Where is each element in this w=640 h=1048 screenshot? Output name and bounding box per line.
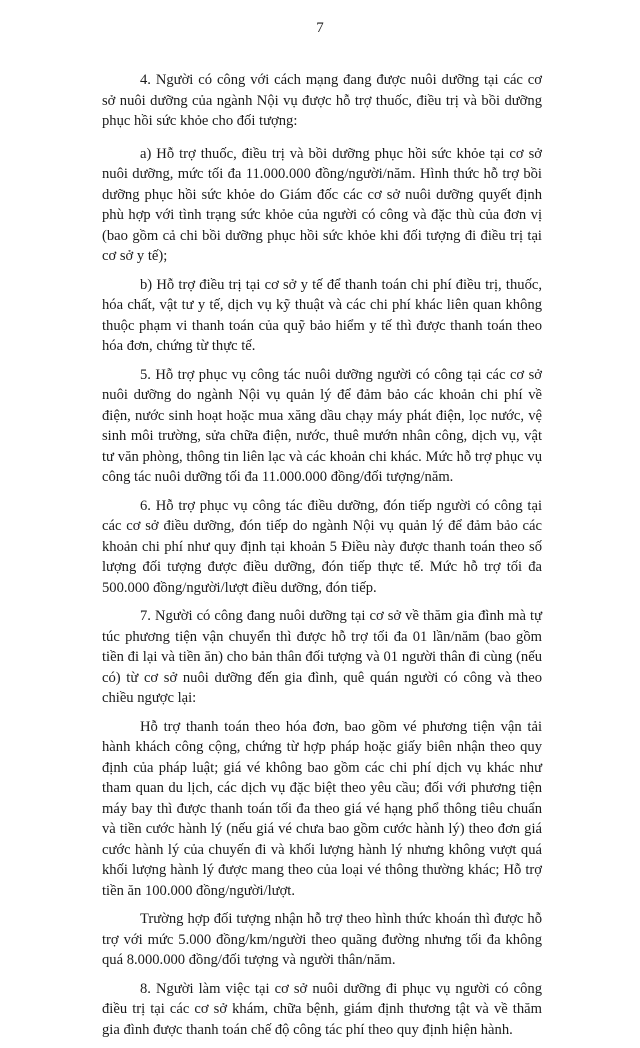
document-body bbox=[102, 70, 542, 1048]
page-number: 7 bbox=[316, 20, 324, 36]
paragraph-7-support: Hỗ trợ thanh toán theo hóa đơn, bao gồm vé phương tiện vận tải hành khách công cộng, chứng từ hợp pháp hoặc giấy biên nhận theo quy định của pháp luật; giá vé không bao gồm các chi phí dịch vụ khác như tham quan du lịch, các dịch vụ đặc biệt theo yêu cầu; đối với phương tiện máy bay thì được thanh toán tối đa theo giá vé hạng phổ thông tiêu chuẩn và tiền cước hành lý (nếu giá vé chưa bao gồm cước hành lý) theo đơn giá cước hành lý của chuyến đi và khối lượng hành lý nhưng không vượt quá khối lượng hành lý được mang theo của loại vé thông thường khác; Hỗ trợ tiền ăn 100.000 đồng/người/lượt. bbox=[102, 718, 542, 899]
paragraph-7-lump-sum: Trường hợp đối tượng nhận hỗ trợ theo hình thức khoán thì được hỗ trợ với mức 5.000 đồng/km/người theo quãng đường nhưng tối đa không quá 8.000.000 đồng/đối tượng và người thân/năm. bbox=[102, 911, 542, 968]
paragraph-5: 5. Hỗ trợ phục vụ công tác nuôi dưỡng người có công tại các cơ sở nuôi dưỡng do ngành Nội vụ quản lý để đảm bảo các khoản chi phí về điện, nước sinh hoạt hoặc mua xăng dầu chạy máy phát điện, lọc nước, vệ sinh môi trường, sửa chữa điện, nước, thuê mướn nhân công, dịch vụ, vật tư văn phòng, thông tin liên lạc và các khoản chi khác. Mức hỗ trợ phục vụ công tác nuôi dưỡng tối đa 11.000.000 đồng/đối tượng/năm. bbox=[102, 366, 542, 485]
paragraph-7: 7. Người có công đang nuôi dưỡng tại cơ sở về thăm gia đình mà tự túc phương tiện vận chuyển thì được hỗ trợ tối đa 01 lần/năm (bao gồm tiền đi lại và tiền ăn) cho bản thân đối tượng và 01 người thân đi cùng (nếu có) từ cơ sở nuôi dưỡng đến gia đình, quê quán người có công và theo chiều ngược lại: bbox=[102, 608, 542, 706]
paragraph-4a: a) Hỗ trợ thuốc, điều trị và bồi dưỡng phục hồi sức khỏe tại cơ sở nuôi dưỡng, mức tối đa 11.000.000 đồng/người/năm. Hình thức hỗ trợ bồi dưỡng phục hồi sức khỏe do Giám đốc các cơ sở nuôi dưỡng quyết định phù hợp với tình trạng sức khỏe của người có công và đặc thù của đơn vị (bao gồm cả chi bồi dưỡng phục hồi sức khỏe khi đối tượng đi điều trị tại cơ sở y tế); bbox=[102, 145, 542, 264]
paragraph-4: 4. Người có công với cách mạng đang được nuôi dưỡng tại các cơ sở nuôi dưỡng của ngành Nội vụ được hỗ trợ thuốc, điều trị và bồi dưỡng phục hồi sức khỏe cho đối tượng: bbox=[102, 72, 542, 129]
paragraph-4b: b) Hỗ trợ điều trị tại cơ sở y tế để thanh toán chi phí điều trị, thuốc, hóa chất, vật tư y tế, dịch vụ kỹ thuật và các chi phí khác liên quan không thuộc phạm vi thanh toán của quỹ bảo hiểm y tế thì được thanh toán theo hóa đơn, chứng từ thực tế. bbox=[102, 276, 542, 354]
paragraph-8: 8. Người làm việc tại cơ sở nuôi dưỡng đi phục vụ người có công điều trị tại các cơ sở khám, chữa bệnh, giám định thương tật và về thăm gia đình được thanh toán chế độ công tác phí theo quy định hiện hành. bbox=[102, 980, 542, 1038]
paragraph-6: 6. Hỗ trợ phục vụ công tác điều dưỡng, đón tiếp người có công tại các cơ sở điều dưỡng, đón tiếp do ngành Nội vụ quản lý để đảm bảo các khoản chi phí như quy định tại khoản 5 Điều này được thanh toán theo số lượng đối tượng được điều dưỡng, đón tiếp thực tế. Mức hỗ trợ tối đa 500.000 đồng/người/lượt điều dưỡng, đón tiếp. bbox=[102, 497, 542, 596]
